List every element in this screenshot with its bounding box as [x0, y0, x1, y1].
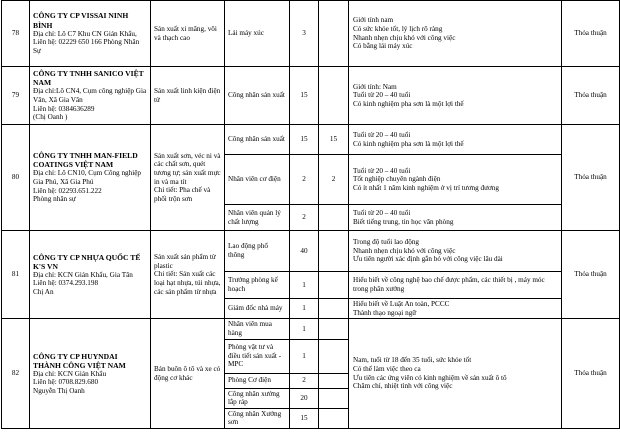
requirements — [349, 205, 562, 231]
company-cell — [30, 125, 151, 231]
business-field: Bán buôn ô tô và xe có động cơ khác — [151, 319, 225, 429]
quantity: 15 — [290, 67, 319, 125]
requirement-line: Tốt nghiệp chuyên ngành điện — [353, 175, 441, 184]
quantity-secondary — [319, 408, 349, 428]
quantity-secondary — [319, 205, 349, 231]
company-info-line: Địa chỉ: Lô CN10, Cụm Công nghiệp Gia Phú, Xã Gia Phú — [33, 169, 142, 186]
company-info-line: Liên hệ: 0708.829.680 — [33, 378, 99, 387]
company-info-line: Phòng nhân sự — [33, 195, 76, 204]
requirement-line: Có kinh nghiệm pha sơn là một lợi thế — [353, 139, 464, 148]
job-title: Phòng Cơ điện — [225, 373, 290, 388]
job-title: Công nhân sản xuất — [225, 67, 290, 125]
requirement-line: Có thể làm việc theo ca — [353, 365, 421, 374]
company-name: CÔNG TY CP NHỰA QUỐC TẾ K'S VN — [33, 252, 141, 271]
job-title: Công nhân xưởng lắp ráp — [225, 388, 290, 408]
requirement-line: Có ít nhất 1 năm kinh nghiệm ở vị trí tương đương — [353, 183, 499, 192]
quantity-secondary — [319, 1, 349, 67]
job-listing-table — [1, 0, 620, 429]
quantity-secondary — [319, 231, 349, 272]
quantity: 1 — [290, 272, 319, 299]
company-cell — [30, 231, 151, 319]
quantity-secondary — [319, 319, 349, 339]
business-field: Sản xuất linh kiện điện tử — [151, 67, 225, 125]
requirement-line: Tuổi từ 20 – 40 tuổi — [353, 208, 411, 217]
table-row — [2, 319, 620, 339]
quantity-secondary — [319, 299, 349, 319]
company-info-line: Địa chỉ: Lô C7 Khu CN Gián Khẩu, — [33, 29, 137, 38]
requirement-line: Nhanh nhẹn chịu khó với công việc — [353, 246, 456, 255]
requirement-line: Biết tiếng trung, tin học văn phòng — [353, 217, 454, 226]
salary: Thỏa thuận — [562, 231, 620, 319]
company-info-line: Liên hệ: 0384636289 — [33, 104, 95, 113]
requirement-line: Ưu tiên các ứng viên có kinh nghiệm về sản xuất ô tô — [353, 373, 507, 382]
requirements — [349, 299, 562, 319]
row-number: 79 — [2, 67, 30, 125]
quantity: 40 — [290, 231, 319, 272]
table-row — [2, 125, 620, 155]
quantity: 1 — [290, 339, 319, 373]
requirement-line: Tuổi từ 20 – 40 tuổi — [353, 91, 411, 100]
quantity-secondary: 2 — [319, 155, 349, 205]
quantity: 15 — [290, 408, 319, 428]
job-title: Công nhân sản xuất — [225, 125, 290, 155]
requirements — [349, 231, 562, 272]
job-title: Lái máy xúc — [225, 1, 290, 67]
company-info-line: Liên hệ: 02293.651.222 — [33, 186, 102, 195]
requirement-line: Trong độ tuổi lao động — [353, 238, 420, 247]
table-row — [2, 231, 620, 272]
row-number: 82 — [2, 319, 30, 429]
requirement-line: Thành thạo ngoại ngữ — [353, 308, 417, 317]
company-name: CÔNG TY CP VISSAI NINH BÌNH — [33, 11, 129, 30]
salary: Thỏa thuận — [562, 1, 620, 67]
requirement-line: Có kinh nghiệm pha sơn là một lợi thế — [353, 99, 464, 108]
quantity: 3 — [290, 1, 319, 67]
salary: Thỏa thuận — [562, 125, 620, 231]
requirement-line: Tuổi từ 20 – 40 tuổi — [353, 166, 411, 175]
company-cell — [30, 1, 151, 67]
row-number: 78 — [2, 1, 30, 67]
job-title: Phòng vật tư và điều tiết sản xuất - MPC — [225, 339, 290, 373]
table-body — [2, 1, 620, 429]
quantity: 2 — [290, 155, 319, 205]
business-field: Sản xuất sơn, véc ni và các chất sơn, quét tương tự; sản xuất mực in và ma tít Chi tiết: Pha chế và phối trộn sơn — [151, 125, 225, 231]
requirement-line: Hiểu biết về Luật An toàn, PCCC — [353, 300, 450, 308]
requirement-line: Chăm chỉ, nhiệt tình với công việc — [353, 382, 453, 391]
requirement-line: Nhanh nhẹn chịu khó với công việc — [353, 33, 456, 42]
company-name: CÔNG TY CP HUYNDAI THÀNH CÔNG VIỆT NAM — [33, 351, 126, 370]
requirement-line: Có bằng lái máy xúc — [353, 42, 413, 51]
job-title: Giám đốc nhà máy — [225, 299, 290, 319]
salary: Thỏa thuận — [562, 319, 620, 429]
company-info-line: (Chị Oanh ) — [33, 113, 68, 122]
company-info-line: Địa chỉ: KCN Gián Khẩu — [33, 369, 107, 378]
job-title: Công nhân Xưởng sơn — [225, 408, 290, 428]
quantity-secondary: 15 — [319, 125, 349, 155]
requirement-line: Giới tính: Nam — [353, 82, 397, 91]
job-title: Nhân viên quản lý chất lượng — [225, 205, 290, 231]
quantity-secondary — [319, 339, 349, 373]
company-info-line: Nguyễn Thị Oanh — [33, 387, 85, 396]
requirements — [349, 1, 562, 67]
quantity-secondary — [319, 67, 349, 125]
quantity-secondary — [319, 373, 349, 388]
company-info-line: Liên hệ: 02229 650 166 Phòng Nhân Sự — [33, 38, 140, 55]
company-cell — [30, 319, 151, 429]
requirements — [349, 67, 562, 125]
job-title: Nhân viên mua hàng — [225, 319, 290, 339]
company-info-line: Địa chỉ:Lô CN4, Cụm công nghiệp Gia Vân, Xã Gia Vân — [33, 87, 147, 104]
quantity: 1 — [290, 299, 319, 319]
requirements — [349, 125, 562, 155]
row-number: 80 — [2, 125, 30, 231]
job-title: Nhân viên cơ điện — [225, 155, 290, 205]
company-name: CÔNG TY TNHH MAN-FIELD COATINGS VIỆT NAM — [33, 151, 138, 170]
salary: Thỏa thuận — [562, 67, 620, 125]
requirement-line: Giới tính nam — [353, 16, 394, 25]
quantity: 1 — [290, 319, 319, 339]
quantity-secondary — [319, 272, 349, 299]
row-number: 81 — [2, 231, 30, 319]
company-info-line: Liên hệ: 0374.293.198 — [33, 279, 99, 288]
requirement-line: Có sức khỏe tốt, lý lịch rõ ràng — [353, 24, 443, 33]
requirements — [349, 272, 562, 299]
quantity: 2 — [290, 373, 319, 388]
requirements — [349, 319, 562, 429]
requirement-line: Tuổi từ 20 – 40 tuổi — [353, 130, 411, 139]
company-cell — [30, 67, 151, 125]
job-title: Trưởng phòng kế hoạch — [225, 272, 290, 299]
company-info-line: Chị An — [33, 288, 54, 297]
table-row — [2, 67, 620, 125]
requirement-line: Ưu tiên người xác định gắn bó với công việc lâu dài — [353, 255, 503, 264]
quantity: 15 — [290, 125, 319, 155]
quantity: 2 — [290, 205, 319, 231]
business-field: Sản xuất sản phẩm từ plastic Chi tiết: Sản xuất các loại hạt nhựa, túi nhựa, các sản phẩm từ nhựa — [151, 231, 225, 319]
job-title: Lao động phổ thông — [225, 231, 290, 272]
business-field: Sản xuất xi măng, vôi và thạch cao — [151, 1, 225, 67]
quantity-secondary — [319, 388, 349, 408]
company-name: CÔNG TY TNHH SANICO VIỆT NAM — [33, 69, 144, 88]
table-row — [2, 1, 620, 67]
requirement-line: Hiểu biết về công nghệ bao chế được phẩm, các thiết bị , máy móc trong phân xưởng — [353, 276, 545, 293]
quantity: 20 — [290, 388, 319, 408]
requirement-line: Nam, tuổi từ 18 đến 35 tuổi, sức khỏe tốt — [353, 356, 472, 365]
company-info-line: Địa chỉ: KCN Gián Khẩu, Gia Tân — [33, 270, 133, 279]
requirements — [349, 155, 562, 205]
